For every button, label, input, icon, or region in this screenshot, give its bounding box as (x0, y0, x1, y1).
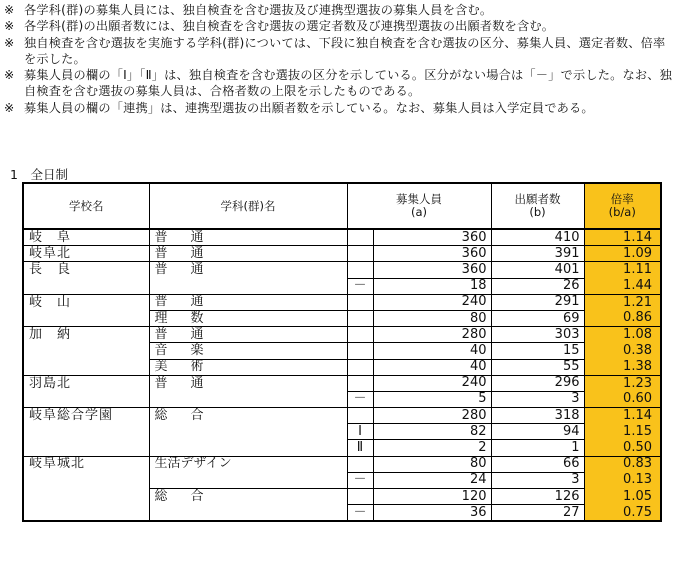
table-row (23, 327, 661, 343)
capacity-cell: 82 (373, 424, 491, 440)
note-item (4, 18, 676, 34)
applicants-cell: 27 (491, 505, 584, 522)
table-row (23, 229, 661, 246)
ratio-cell: 1.21 (584, 294, 661, 310)
category-cell (347, 359, 373, 375)
department-cell: 普 通 (149, 262, 347, 278)
category-cell: － (347, 472, 373, 488)
table-row (23, 359, 661, 375)
capacity-cell: 40 (373, 343, 491, 359)
school-name-cell: 長 良 (23, 262, 149, 278)
note-item (4, 67, 676, 100)
department-cell: 普 通 (149, 246, 347, 262)
note-mark: ※ (4, 68, 15, 83)
table-row (23, 375, 661, 391)
category-cell (347, 229, 373, 246)
note-text: 募集人員の欄の「Ⅰ」「Ⅱ」は、独自検査を含む選抜の区分を示している。区分がない場合は「－」で示した。なお、独自検査を含む選抜の募集人員は、合格者数の上限を示したものである。 (24, 68, 673, 99)
header-applicants (491, 183, 584, 229)
department-cell: 普 通 (149, 327, 347, 343)
capacity-cell: 240 (373, 375, 491, 391)
note-item (4, 2, 676, 18)
school-name-cell: 岐阜総合学園 (23, 408, 149, 424)
applicants-cell: 94 (491, 424, 584, 440)
department-cell (149, 440, 347, 456)
ratio-cell: 0.38 (584, 343, 661, 359)
school-name-cell (23, 278, 149, 294)
table-row (23, 310, 661, 326)
note-mark: ※ (4, 19, 15, 34)
department-cell (149, 472, 347, 488)
school-name-cell (23, 343, 149, 359)
school-name-cell (23, 359, 149, 375)
ratio-cell: 1.44 (584, 278, 661, 294)
note-text: 独自検査を含む選抜を実施する学科(群)については、下段に独自検査を含む選抜の区分、募集人員、選定者数、倍率を示した。 (24, 35, 666, 66)
header-ratio-label: 倍率 (610, 192, 634, 206)
capacity-cell: 360 (373, 229, 491, 246)
note-item (4, 35, 676, 68)
header-applicants-label: 出願者数 (514, 192, 561, 206)
school-name-cell (23, 424, 149, 440)
header-ratio-symbol: (b/a) (608, 205, 636, 219)
ratio-cell: 0.13 (584, 472, 661, 488)
header-school: 学校名 (23, 183, 149, 229)
capacity-cell: 24 (373, 472, 491, 488)
department-cell: 美 術 (149, 359, 347, 375)
note-text: 募集人員の欄の「連携」は、連携型選抜の出願者数を示している。なお、募集人員は入学定員である。 (24, 100, 594, 115)
category-cell (347, 262, 373, 278)
department-cell: 総 合 (149, 408, 347, 424)
applicants-cell: 126 (491, 489, 584, 505)
category-cell: － (347, 391, 373, 407)
capacity-cell: 120 (373, 489, 491, 505)
note-text: 各学科(群)の募集人員には、独自検査を含む選抜及び連携型選抜の募集人員を含む。 (24, 3, 493, 17)
school-name-cell (23, 310, 149, 326)
header-applicants-symbol: (b) (529, 205, 546, 219)
school-name-cell (23, 472, 149, 488)
ratio-cell: 1.14 (584, 408, 661, 424)
applicants-cell: 3 (491, 391, 584, 407)
applicants-cell: 291 (491, 294, 584, 310)
capacity-cell: 360 (373, 246, 491, 262)
table-row (23, 391, 661, 407)
ratio-cell: 0.50 (584, 440, 661, 456)
category-cell (347, 375, 373, 391)
capacity-cell: 2 (373, 440, 491, 456)
ratio-cell: 1.38 (584, 359, 661, 375)
category-cell (347, 310, 373, 326)
applicants-cell: 55 (491, 359, 584, 375)
table-row (23, 262, 661, 278)
school-name-cell: 岐阜北 (23, 246, 149, 262)
header-dept: 学科(群)名 (149, 183, 347, 229)
school-name-cell (23, 440, 149, 456)
header-row (23, 183, 661, 229)
school-name-cell: 岐 山 (23, 294, 149, 310)
category-cell: － (347, 278, 373, 294)
table-row (23, 505, 661, 522)
header-capacity (347, 183, 491, 229)
capacity-cell: 280 (373, 408, 491, 424)
notes-section (4, 2, 676, 116)
category-cell: － (347, 505, 373, 522)
applicants-cell: 3 (491, 472, 584, 488)
capacity-cell: 80 (373, 310, 491, 326)
department-cell: 理 数 (149, 310, 347, 326)
capacity-cell: 360 (373, 262, 491, 278)
capacity-cell: 18 (373, 278, 491, 294)
capacity-cell: 36 (373, 505, 491, 522)
results-table (22, 182, 662, 522)
capacity-cell: 80 (373, 456, 491, 472)
table-row (23, 294, 661, 310)
ratio-cell: 0.60 (584, 391, 661, 407)
header-capacity-label: 募集人員 (396, 192, 442, 206)
school-name-cell (23, 391, 149, 407)
department-cell: 生活デザイン (149, 456, 347, 472)
table-row (23, 472, 661, 488)
note-mark: ※ (4, 3, 15, 17)
table-row (23, 424, 661, 440)
school-name-cell (23, 505, 149, 522)
applicants-cell: 1 (491, 440, 584, 456)
category-cell (347, 456, 373, 472)
table-row (23, 408, 661, 424)
department-cell: 普 通 (149, 375, 347, 391)
school-name-cell (23, 489, 149, 505)
applicants-cell: 401 (491, 262, 584, 278)
capacity-cell: 5 (373, 391, 491, 407)
category-cell (347, 246, 373, 262)
table-row (23, 278, 661, 294)
category-cell (347, 408, 373, 424)
department-cell: 普 通 (149, 294, 347, 310)
note-text: 各学科(群)の出願者数には、独自検査を含む選抜の選定者数及び連携型選抜の出願者数を含む。 (24, 19, 555, 34)
table-row (23, 343, 661, 359)
ratio-cell: 1.08 (584, 327, 661, 343)
department-cell (149, 505, 347, 522)
note-mark: ※ (4, 100, 15, 115)
department-cell: 総 合 (149, 489, 347, 505)
ratio-cell: 0.75 (584, 505, 661, 522)
capacity-cell: 240 (373, 294, 491, 310)
applicants-cell: 303 (491, 327, 584, 343)
department-cell (149, 391, 347, 407)
ratio-cell: 0.83 (584, 456, 661, 472)
table-row (23, 246, 661, 262)
applicants-cell: 391 (491, 246, 584, 262)
table-body (23, 229, 661, 521)
school-name-cell: 岐阜城北 (23, 456, 149, 472)
applicants-cell: 69 (491, 310, 584, 326)
table-row (23, 440, 661, 456)
ratio-cell: 0.86 (584, 310, 661, 326)
header-ratio (584, 183, 661, 229)
category-cell (347, 343, 373, 359)
table-row (23, 456, 661, 472)
ratio-cell: 1.09 (584, 246, 661, 262)
capacity-cell: 280 (373, 327, 491, 343)
applicants-cell: 318 (491, 408, 584, 424)
ratio-cell: 1.14 (584, 229, 661, 246)
applicants-cell: 410 (491, 229, 584, 246)
ratio-cell: 1.23 (584, 375, 661, 391)
category-cell (347, 327, 373, 343)
school-name-cell: 岐 阜 (23, 229, 149, 246)
table-row (23, 489, 661, 505)
school-name-cell: 加 納 (23, 327, 149, 343)
note-item (4, 100, 676, 116)
category-cell: Ⅱ (347, 440, 373, 456)
department-cell: 普 通 (149, 229, 347, 246)
department-cell (149, 424, 347, 440)
category-cell: Ⅰ (347, 424, 373, 440)
header-capacity-symbol: (a) (410, 205, 428, 219)
category-cell (347, 489, 373, 505)
department-cell: 音 楽 (149, 343, 347, 359)
school-name-cell: 羽島北 (23, 375, 149, 391)
applicants-cell: 26 (491, 278, 584, 294)
category-cell (347, 294, 373, 310)
note-mark: ※ (4, 35, 15, 50)
ratio-cell: 1.11 (584, 262, 661, 278)
capacity-cell: 40 (373, 359, 491, 375)
ratio-cell: 1.15 (584, 424, 661, 440)
section-title: 1 全日制 (10, 167, 68, 182)
applicants-cell: 15 (491, 343, 584, 359)
applicants-cell: 296 (491, 375, 584, 391)
department-cell (149, 278, 347, 294)
applicants-cell: 66 (491, 456, 584, 472)
ratio-cell: 1.05 (584, 489, 661, 505)
